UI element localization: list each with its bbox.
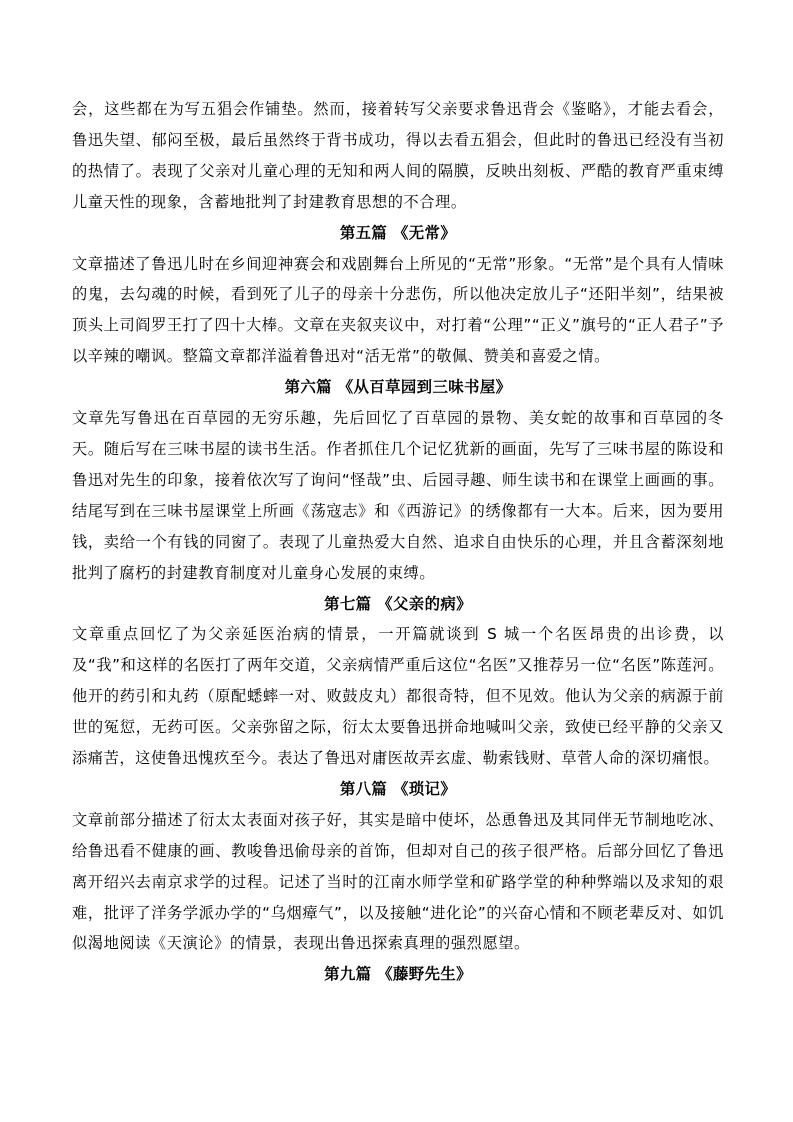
section-heading-wuchang: 第五篇 《无常》 — [339, 223, 457, 242]
section-heading-suoji: 第八篇 《琐记》 — [339, 779, 457, 798]
document-page — [72, 94, 724, 990]
section-heading-fuqin: 第七篇 《父亲的病》 — [324, 594, 472, 613]
intro-paragraph: 会，这些都在为写五猖会作铺垫。然而，接着转写父亲要求鲁迅背会《鉴略》，才能去看会，鲁迅失望、郁闷至极，最后虽然终于背书成功，得以去看五猖会，但此时的鲁迅已经没有当初的热情了。表现了父亲对儿童心理的无知和两人间的隔膜，反映出刻板、严酷的教育严重束缚儿童天性的现象，含蓄地批判了封建教育思想的不合理。 — [72, 100, 724, 211]
section-heading-baicaoyuan: 第六篇 《从百草园到三味书屋》 — [284, 378, 512, 397]
section-paragraph-baicaoyuan: 文章先写鲁迅在百草园的无穷乐趣，先后回忆了百草园的景物、美女蛇的故事和百草园的冬天。随后写在三味书屋的读书生活。作者抓住几个记忆犹新的画面，先写了三味书屋的陈设和鲁迅对先生的印象，接着依次写了询问“怪哉”虫、后园寻趣、师生读书和在课堂上画画的事。结尾写到在三味书屋课堂上所画《荡寇志》和《西游记》的绣像都有一大本。后来，因为要用钱，卖给一个有钱的同窗了。表现了儿童热爱大自然、追求自由快乐的心理，并且含蓄深刻地批判了腐朽的封建教育制度对儿童身心发展的束缚。 — [72, 409, 724, 582]
section-paragraph-suoji: 文章前部分描述了衍太太表面对孩子好，其实是暗中使坏，怂恿鲁迅及其同伴无节制地吃冰、给鲁迅看不健康的画、教唆鲁迅偷母亲的首饰，但却对自己的孩子很严格。后部分回忆了鲁迅离开绍兴去南京求学的过程。记述了当时的江南水师学堂和矿路学堂的种种弊端以及求知的艰难，批评了洋务学派办学的“乌烟瘴气”，以及接触“进化论”的兴奋心情和不顾老辈反对、如饥似渴地阅读《天演论》的情景，表现出鲁迅探索真理的强烈愿望。 — [72, 810, 724, 953]
section-heading-tengye: 第九篇 《藤野先生》 — [324, 965, 472, 984]
section-paragraph-wuchang: 文章描述了鲁迅儿时在乡间迎神赛会和戏剧舞台上所见的“无常”形象。“无常”是个具有人情味的鬼，去勾魂的时候，看到死了儿子的母亲十分悲伤，所以他决定放儿子“还阳半刻”，结果被顶头上司阎罗王打了四十大棒。文章在夹叙夹议中，对打着“公理”“正义”旗号的“正人君子”予以辛辣的嘲讽。整篇文章都洋溢着鲁迅对“活无常”的敬佩、赞美和喜爱之情。 — [72, 254, 724, 366]
section-paragraph-fuqin: 文章重点回忆了为父亲延医治病的情景，一开篇就谈到 S 城一个名医昂贵的出诊费，以及“我”和这样的名医打了两年交道，父亲病情严重后这位“名医”又推荐另一位“名医”陈莲河。他开的药引和丸药（原配蟋蟀一对、败鼓皮丸）都很奇特，但不见效。他认为父亲的病源于前世的冤愆，无药可医。父亲弥留之际，衍太太要鲁迅拼命地喊叫父亲，致使已经平静的父亲又添痛苦，这使鲁迅愧疚至今。表达了鲁迅对庸医故弄玄虚、勒索钱财、草菅人命的深切痛恨。 — [72, 625, 724, 768]
